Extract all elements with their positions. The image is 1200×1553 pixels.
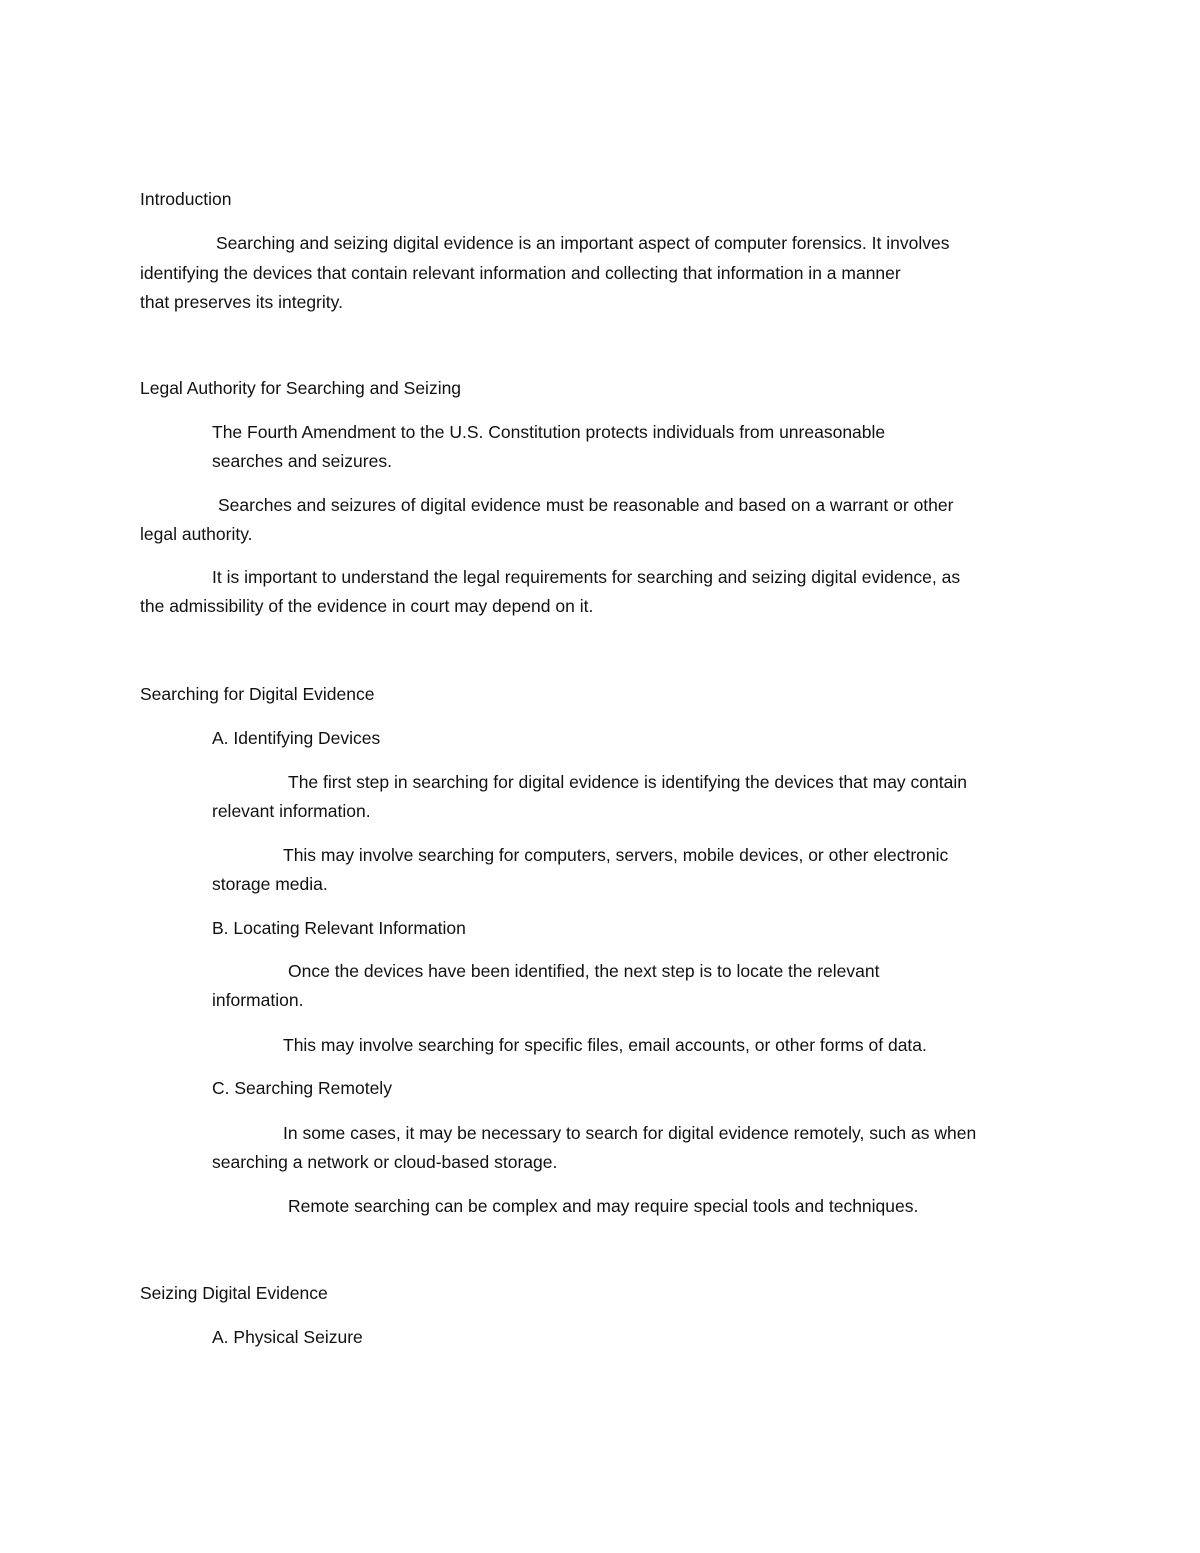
introduction-paragraph-line: that preserves its integrity. <box>140 292 343 312</box>
searching-section-b-paragraph-line: information. <box>212 990 304 1010</box>
searching-heading: Searching for Digital Evidence <box>140 684 375 704</box>
searching-section-c-heading: C. Searching Remotely <box>212 1078 392 1098</box>
introduction-paragraph-line: Searching and seizing digital evidence is an important aspect of computer forensics. It involves <box>216 233 950 253</box>
legal-authority-paragraph-line: the admissibility of the evidence in court may depend on it. <box>140 596 594 616</box>
legal-authority-paragraph-line: legal authority. <box>140 524 253 544</box>
legal-authority-paragraph-line: Searches and seizures of digital evidence must be reasonable and based on a warrant or other <box>218 495 954 515</box>
seizing-heading: Seizing Digital Evidence <box>140 1283 328 1303</box>
searching-section-c-paragraph-line: In some cases, it may be necessary to search for digital evidence remotely, such as when <box>283 1123 977 1143</box>
searching-section-c-paragraph-line: Remote searching can be complex and may require special tools and techniques. <box>288 1196 919 1216</box>
searching-section-a-heading: A. Identifying Devices <box>212 728 381 748</box>
legal-authority-paragraph-line: The Fourth Amendment to the U.S. Constitution protects individuals from unreasonable <box>212 422 886 442</box>
legal-authority-paragraph-line: It is important to understand the legal requirements for searching and seizing digital evidence, as <box>212 567 961 587</box>
searching-section-a-paragraph-line: relevant information. <box>212 801 371 821</box>
legal-authority-heading: Legal Authority for Searching and Seizing <box>140 378 462 398</box>
seizing-section-a-heading: A. Physical Seizure <box>212 1327 363 1347</box>
introduction-heading: Introduction <box>140 189 232 209</box>
searching-section-b-heading: B. Locating Relevant Information <box>212 918 466 938</box>
searching-section-a-paragraph-line: The first step in searching for digital evidence is identifying the devices that may contain <box>288 772 967 792</box>
legal-authority-paragraph-line: searches and seizures. <box>212 451 392 471</box>
searching-section-a-paragraph-line: This may involve searching for computers, servers, mobile devices, or other electronic <box>283 845 949 865</box>
searching-section-a-paragraph-line: storage media. <box>212 874 328 894</box>
searching-section-c-paragraph-line: searching a network or cloud-based storage. <box>212 1152 558 1172</box>
searching-section-b-paragraph-line: This may involve searching for specific files, email accounts, or other forms of data. <box>283 1035 927 1055</box>
searching-section-b-paragraph-line: Once the devices have been identified, the next step is to locate the relevant <box>288 961 880 981</box>
introduction-paragraph-line: identifying the devices that contain relevant information and collecting that information in a manner <box>140 263 901 283</box>
